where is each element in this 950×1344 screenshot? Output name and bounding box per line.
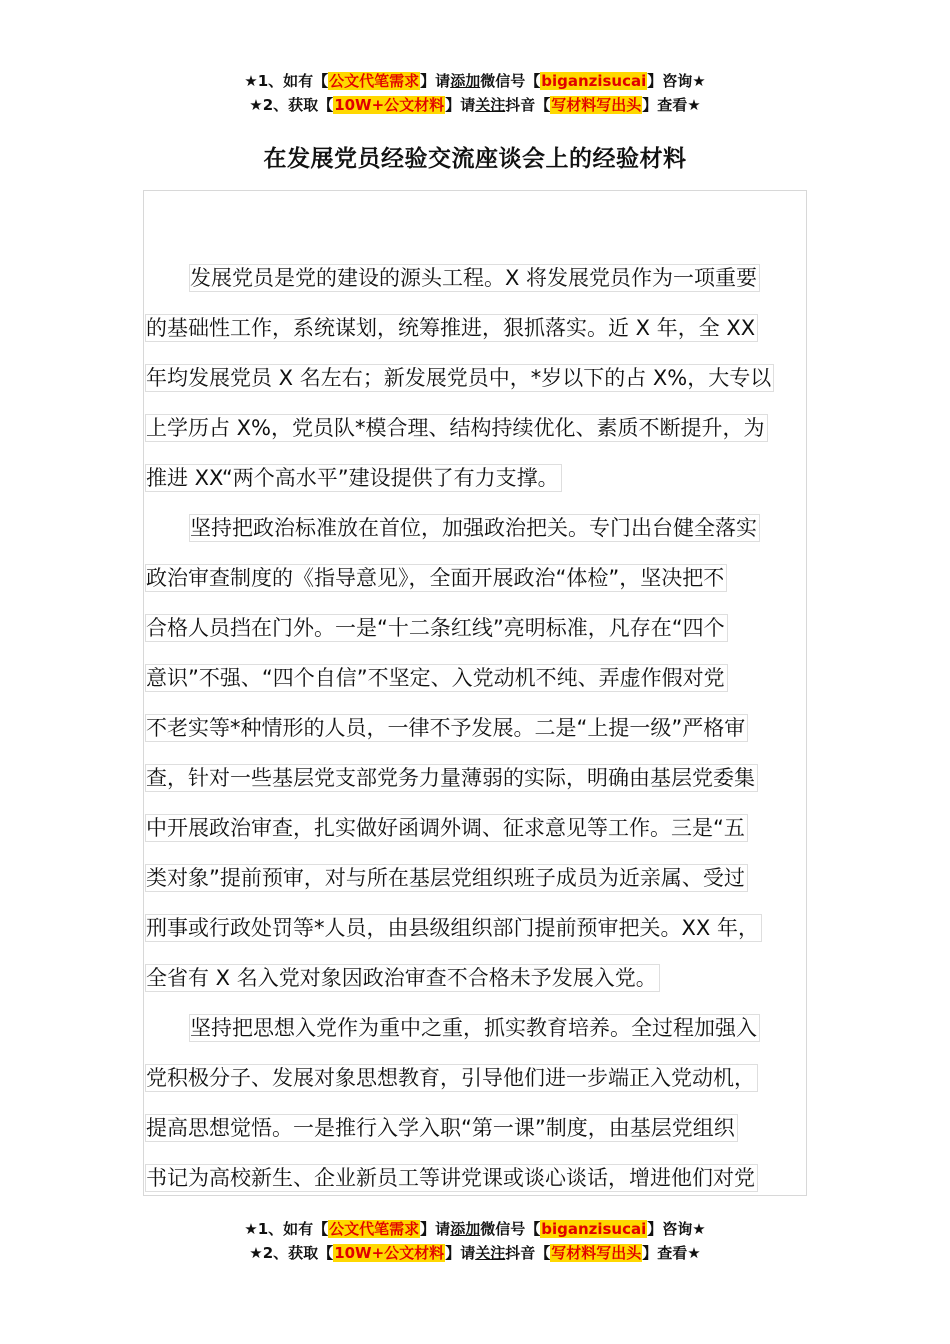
banner-text: 1、如有【 — [257, 72, 329, 90]
paragraph-line: 上学历占 X%，党员队*模合理、结构持续优化、素质不断提升，为 — [145, 403, 805, 453]
banner-text: 2、获取【 — [262, 96, 334, 114]
banner-emphasis: 添加 — [450, 72, 481, 90]
banner-text: 】请 — [420, 1220, 451, 1238]
paragraph-line: 坚持把政治标准放在首位，加强政治把关。专门出台健全落实 — [145, 503, 805, 553]
banner-text: 抖音【 — [505, 1244, 551, 1262]
paragraph-line: 中开展政治审查，扎实做好函调外调、征求意见等工作。三是“五 — [145, 803, 805, 853]
banner-text: 微信号【 — [480, 1220, 541, 1238]
banner-line-2 — [0, 93, 950, 117]
banner-text: 2、获取【 — [262, 1244, 334, 1262]
paragraph-line: 年均发展党员 X 名左右；新发展党员中，*岁以下的占 X%，大专以 — [145, 353, 805, 403]
paragraph-line: 提高思想觉悟。一是推行入学入职“第一课”制度，由基层党组织 — [145, 1103, 805, 1153]
paragraph-line: 推进 XX“两个高水平”建设提供了有力支撑。 — [145, 453, 805, 503]
document-title: 在发展党员经验交流座谈会上的经验材料 — [263, 146, 687, 172]
banner-line-2 — [0, 1241, 950, 1265]
paragraph-line: 坚持把思想入党作为重中之重，抓实教育培养。全过程加强入 — [145, 1003, 805, 1053]
paragraph-line: 党积极分子、发展对象思想教育，引导他们进一步端正入党动机， — [145, 1053, 805, 1103]
paragraph-line: 意识”不强、“四个自信”不坚定、入党动机不纯、弄虚作假对党 — [145, 653, 805, 703]
banner-text: 】咨询★ — [647, 1220, 706, 1238]
star-icon: ★ — [244, 1220, 258, 1238]
paragraph-line: 书记为高校新生、企业新员工等讲党课或谈心谈话，增进他们对党 — [145, 1153, 805, 1203]
banner-text: 抖音【 — [505, 96, 551, 114]
highlight-service: 公文代笔需求 — [329, 1220, 420, 1238]
star-icon: ★ — [249, 1244, 263, 1262]
document-body — [145, 253, 805, 1203]
banner-text: 】请 — [445, 96, 476, 114]
footer-banner — [0, 1217, 950, 1265]
paragraph-line: 类对象”提前预审，对与所在基层党组织班子成员为近亲属、受过 — [145, 853, 805, 903]
paragraph-line: 的基础性工作，系统谋划，统筹推进，狠抓落实。近 X 年，全 XX — [145, 303, 805, 353]
highlight-douyin: 写材料写出头 — [551, 96, 642, 114]
banner-text: 微信号【 — [480, 72, 541, 90]
banner-text: 】查看★ — [642, 1244, 701, 1262]
paragraph-line: 不老实等*种情形的人员，一律不予发展。二是“上提一级”严格审 — [145, 703, 805, 753]
banner-text: 】查看★ — [642, 96, 701, 114]
paragraph-line: 全省有 X 名入党对象因政治审查不合格未予发展入党。 — [145, 953, 805, 1003]
paragraph-line: 发展党员是党的建设的源头工程。X 将发展党员作为一项重要 — [145, 253, 805, 303]
banner-text: 】请 — [420, 72, 451, 90]
banner-emphasis: 关注 — [475, 1244, 506, 1262]
banner-emphasis: 添加 — [450, 1220, 481, 1238]
banner-text: 】请 — [445, 1244, 476, 1262]
highlight-wechat-id: biganzisucai — [541, 72, 647, 90]
banner-line-1 — [0, 1217, 950, 1241]
star-icon: ★ — [244, 72, 258, 90]
highlight-materials: 10W+公文材料 — [334, 1244, 445, 1262]
paragraph-line: 查，针对一些基层党支部党务力量薄弱的实际，明确由基层党委集 — [145, 753, 805, 803]
star-icon: ★ — [249, 96, 263, 114]
highlight-service: 公文代笔需求 — [329, 72, 420, 90]
highlight-douyin: 写材料写出头 — [551, 1244, 642, 1262]
header-banner — [0, 69, 950, 117]
banner-text: 1、如有【 — [257, 1220, 329, 1238]
banner-text: 】咨询★ — [647, 72, 706, 90]
banner-emphasis: 关注 — [475, 96, 506, 114]
paragraph-line: 合格人员挡在门外。一是“十二条红线”亮明标准，凡存在“四个 — [145, 603, 805, 653]
banner-line-1 — [0, 69, 950, 93]
paragraph-line: 政治审查制度的《指导意见》，全面开展政治“体检”，坚决把不 — [145, 553, 805, 603]
highlight-materials: 10W+公文材料 — [334, 96, 445, 114]
highlight-wechat-id: biganzisucai — [541, 1220, 647, 1238]
paragraph-line: 刑事或行政处罚等*人员，由县级组织部门提前预审把关。XX 年， — [145, 903, 805, 953]
